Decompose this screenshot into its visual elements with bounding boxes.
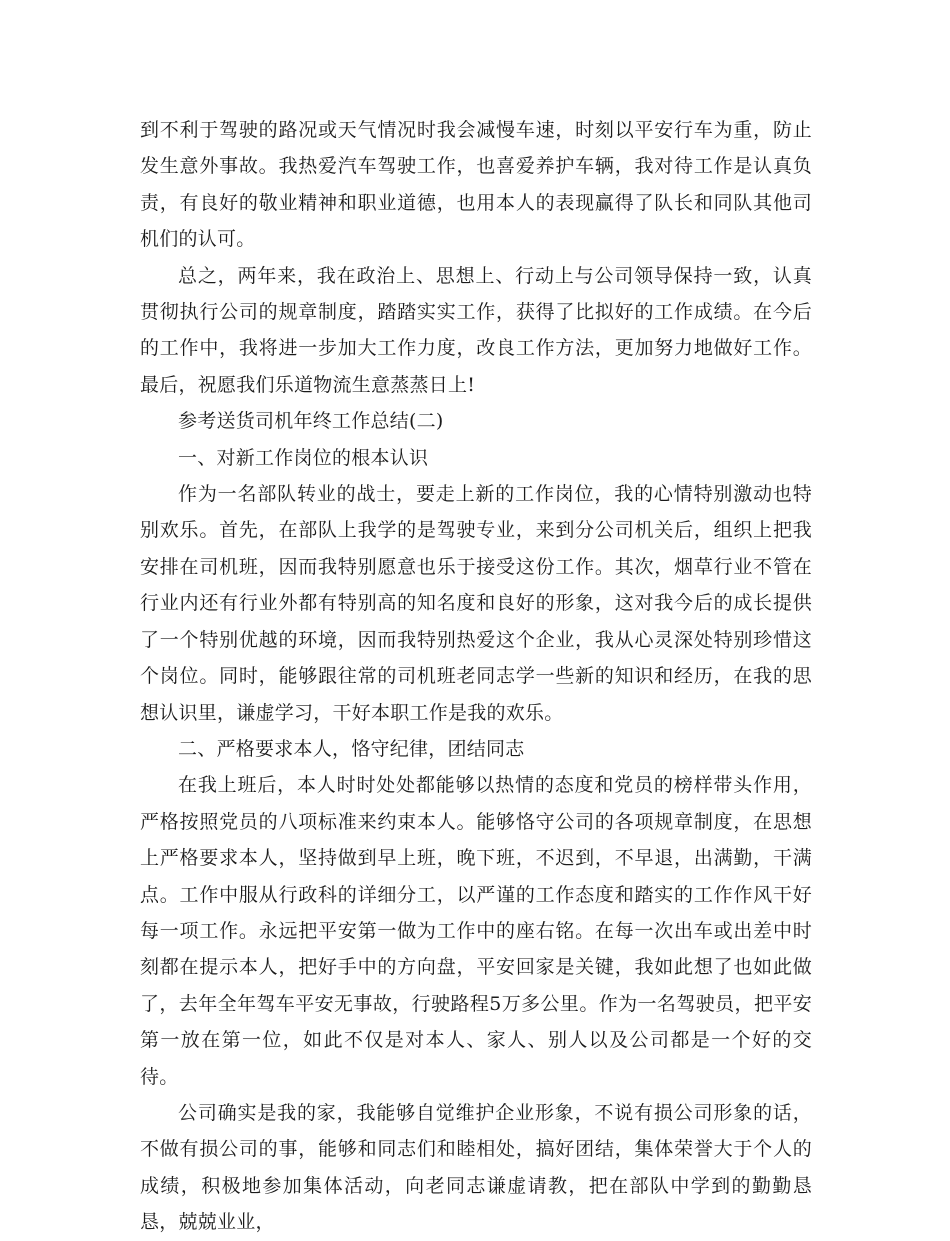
document-body: [140, 112, 812, 1241]
paragraph-2: 总之，两年来，我在政治上、思想上、行动上与公司领导保持一致，认真贯彻执行公司的规章制度，踏踏实实工作，获得了比拟好的工作成绩。在今后的工作中，我将进一步加大工作力度，改良工作方法，更加努力地做好工作。最后，祝愿我们乐道物流生意蒸蒸日上!: [140, 264, 812, 396]
paragraph-5: 公司确实是我的家，我能够自觉维护企业形象，不说有损公司形象的话，不做有损公司的事，能够和同志们和睦相处，搞好团结，集体荣誉大于个人的成绩，积极地参加集体活动，向老同志谦虚请教，把在部队中学到的勤勤恳恳，兢兢业业，: [140, 1101, 812, 1234]
paragraph-3: 作为一名部队转业的战士，要走上新的工作岗位，我的心情特别激动也特别欢乐。首先，在部队上我学的是驾驶专业，来到分公司机关后，组织上把我安排在司机班，因而我特别愿意也乐于接受这份工作。其次，烟草行业不管在行业内还有行业外都有特别高的知名度和良好的形象，这对我今后的成长提供了一个特别优越的环境，因而我特别热爱这个企业，我从心灵深处特别珍惜这个岗位。同时，能够跟往常的司机班老同志学一些新的知识和经历，在我的思想认识里，谦虚学习，干好本职工作是我的欢乐。: [140, 483, 812, 724]
paragraph-4: 在我上班后，本人时时处处都能够以热情的态度和党员的榜样带头作用，严格按照党员的八项标准来约束本人。能够恪守公司的各项规章制度，在思想上严格要求本人，坚持做到早上班，晚下班，不迟到，不早退，出满勤，干满点。工作中服从行政科的详细分工，以严谨的工作态度和踏实的工作作风干好每一项工作。永远把平安第一做为工作中的座右铭。在每一次出车或出差中时刻都在提示本人，把好手中的方向盘，平安回家是关键，我如此想了也如此做了，去年全年驾车平安无事故，行驶路程5万多公里。作为一名驾驶员，把平安第一放在第一位，如此不仅是对本人、家人、别人以及公司都是一个好的交待。: [140, 774, 812, 1088]
heading-1: 一、对新工作岗位的根本认识: [178, 446, 429, 469]
section-title: 参考送货司机年终工作总结(二): [178, 410, 444, 433]
heading-2: 二、严格要求本人，恪守纪律，团结同志: [178, 737, 525, 760]
paragraph-1: 到不利于驾驶的路况或天气情况时我会减慢车速，时刻以平安行车为重，防止发生意外事故。我热爱汽车驾驶工作，也喜爱养护车辆，我对待工作是认真负责，有良好的敬业精神和职业道德，也用本人的表现赢得了队长和同队其他司机们的认可。: [140, 119, 812, 251]
